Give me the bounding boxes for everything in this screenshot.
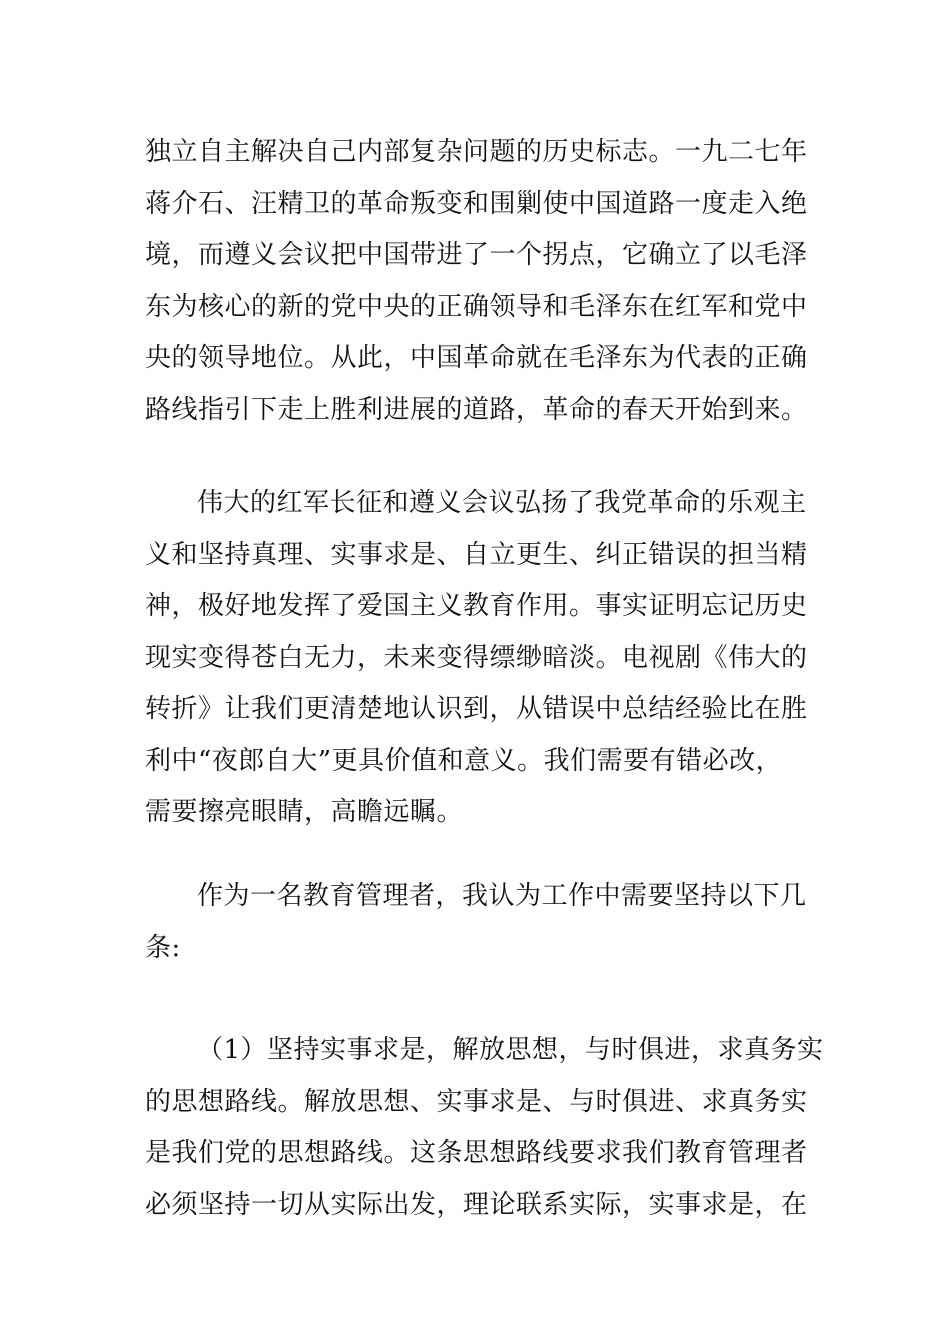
text-line: 转折》让我们更清楚地认识到，从错误中总结经验比在胜 [145,694,808,724]
text-line: 义和坚持真理、实事求是、自立更生、纠正错误的担当精 [145,539,808,570]
text-line: 是我们党的思想路线。这条思想路线要求我们教育管理者 [145,1138,808,1168]
paragraph-4 [145,1025,824,1231]
text-line: 东为核心的新的党中央的正确领导和毛泽东在红军和党中 [145,291,808,322]
text-line: （1）坚持实事求是，解放思想，与时俱进，求真务实 [197,1035,824,1065]
text-line: 蒋介石、汪精卫的革命叛变和围剿使中国道路一度走入绝 [145,188,808,219]
text-line: 现实变得苍白无力，未来变得缥缈暗淡。电视剧《伟大的 [145,642,808,673]
text-line: 央的领导地位。从此，中国革命就在毛泽东为代表的正确 [145,343,808,373]
text-line: 需要擦亮眼睛，高瞻远瞩。 [145,797,464,827]
text-line: 条: [145,932,181,963]
text-line: 伟大的红军长征和遵义会议弘扬了我党革命的乐观主 [197,488,807,518]
text-line: 作为一名教育管理者，我认为工作中需要坚持以下几 [197,881,807,911]
text-line: 必须坚持一切从实际出发，理论联系实际，实事求是，在 [145,1189,808,1220]
text-line: 利中“夜郎自大”更具价值和意义。我们需要有错必改， [145,745,783,776]
text-line: 的思想路线。解放思想、实事求是、与时俱进、求真务实 [145,1086,808,1117]
text-line: 独立自主解决自己内部复杂问题的历史标志。一九二七年 [145,137,808,167]
text-line: 路线指引下走上胜利进展的道路，革命的春天开始到来。 [145,394,808,425]
paragraph-3 [145,871,810,974]
paragraph-1 [145,127,810,436]
text-line: 境，而遵义会议把中国带进了一个拐点，它确立了以毛泽 [145,240,808,270]
paragraph-2 [145,478,810,839]
text-line: 神，极好地发挥了爱国主义教育作用。事实证明忘记历史 [145,591,808,621]
